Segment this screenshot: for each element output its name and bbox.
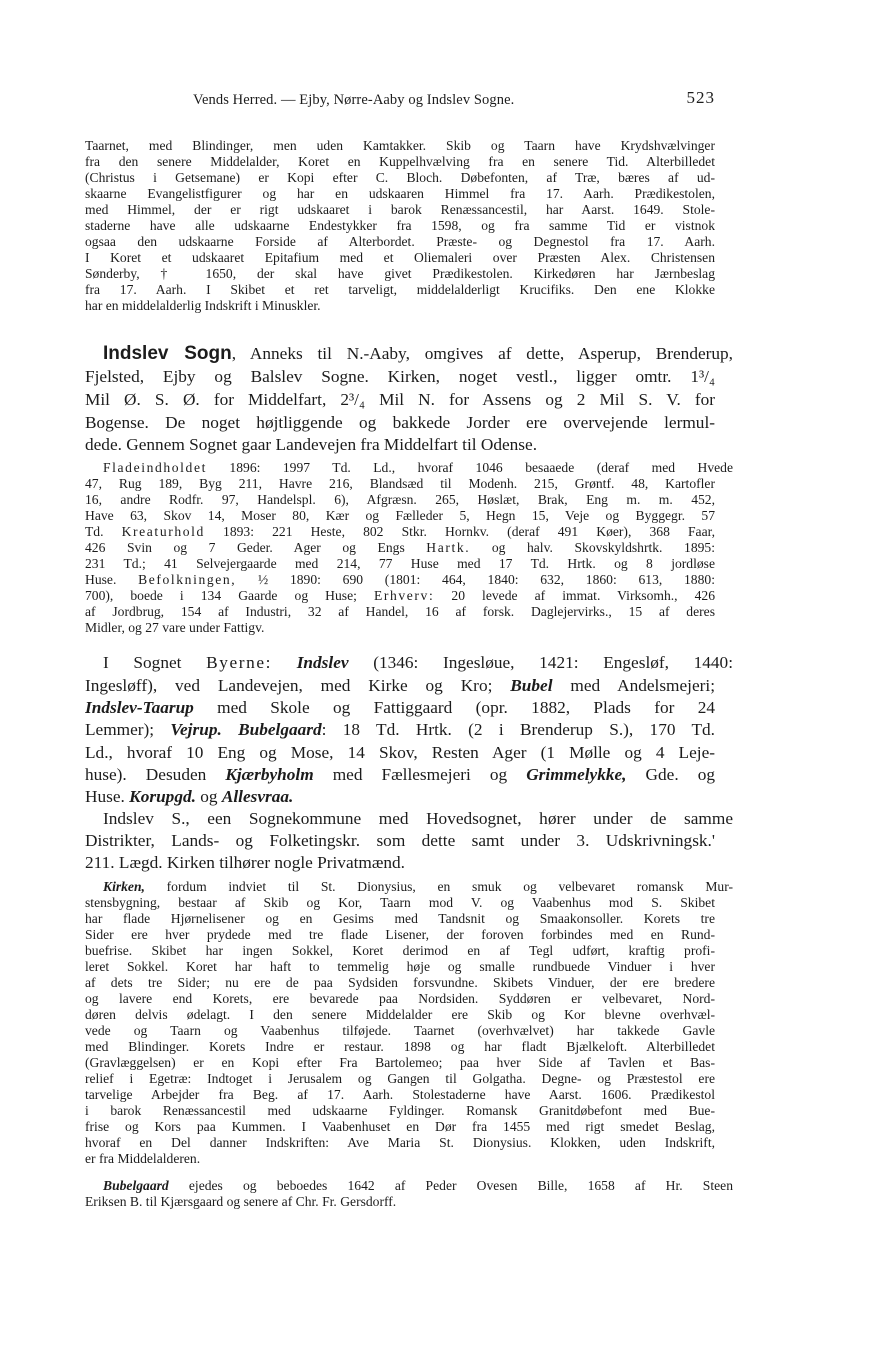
section-heading: Indslev Sogn bbox=[103, 343, 232, 364]
text-line: Fjelsted, Ejby og Balslev Sogne. Kirken, noget vestl., ligger omtr. 1³/₄ bbox=[85, 367, 715, 386]
text-line: fra 17. Aarh. I Skibet et ret tarveligt, middelalderligt Krucifiks. Den ene Klokke bbox=[85, 282, 715, 297]
text-line: (Gravlæggelsen) er en Kopi efter Fra Bartolemeo; paa hver Side af Tavlen et Bas- bbox=[85, 1055, 715, 1070]
text-span: med Andelsmejeri; bbox=[552, 676, 715, 695]
text-line: 211. Lægd. Kirken tilhører nogle Privatmænd. bbox=[85, 853, 405, 872]
text-span: 700), boede i 134 Gaarde og Huse; bbox=[85, 588, 374, 603]
text-line bbox=[85, 460, 733, 476]
text-span: med Skole og Fattiggaard (opr. 1882, Plads for 24 bbox=[193, 698, 715, 717]
text-span bbox=[272, 653, 297, 672]
text-span: med Fællesmejeri og bbox=[313, 765, 527, 784]
text-line: Indslev S., een Sognekommune med Hovedsognet, hører under de samme bbox=[103, 809, 733, 828]
text-line: af Jordbrug, 154 af Industri, 32 af Handel, 16 af forsk. Daglejervirks., 15 af deres bbox=[85, 604, 715, 619]
text-line: af dets tre Sider; nu ere de paa Sydsiden forsvundne. Skibets Vinduer, der ere bredere bbox=[85, 975, 715, 990]
text-line: staderne have alle udskaarne Endestykker fra 1598, og fra samme Tid er vistnok bbox=[85, 218, 715, 233]
text-line: Sønderby, † 1650, der skal have givet Prædikestolen. Kirkedøren har Jærnbeslag bbox=[85, 266, 715, 281]
spaced-term: Kreaturhold bbox=[121, 524, 205, 539]
text-span: fordum indviet til St. Dionysius, en smuk og velbevaret romansk Mur- bbox=[144, 879, 733, 894]
spaced-term: Byerne: bbox=[206, 653, 273, 672]
spaced-term: Fladeindholdet bbox=[103, 460, 207, 475]
text-span: Ingesløff), ved Landevejen, med Kirke og Kro; bbox=[85, 676, 511, 695]
text-span: 20 levede af immat. Virksomh., 426 bbox=[434, 588, 715, 603]
text-line: Bogense. De noget højtliggende og bakkede Jorder ere overvejende lermul- bbox=[85, 413, 715, 432]
running-header bbox=[85, 88, 715, 114]
text-line: buefrise. Skibet har ingen Sokkel, Koret derimod en af Tegl udført, kraftig profi- bbox=[85, 943, 715, 958]
text-line: (Christus i Getsemane) er Kopi efter C. Bloch. Døbefonten, af Træ, bæres af ud- bbox=[85, 170, 715, 185]
text-line: døren delvis ødelagt. I den senere Middelalder ere Skib og Kor blevne overhvæl- bbox=[85, 1007, 715, 1022]
text-line: leret Sokkel. Koret har haft to temmelig høje og smalle rundbuede Vinduer i hver bbox=[85, 959, 715, 974]
text-line: har flade Hjørnelisener og en Gesims med Tandsnit og Smaakonsoller. Korets tre bbox=[85, 911, 715, 926]
text-line: Midler, og 27 vare under Fattigv. bbox=[85, 620, 265, 635]
spaced-term: Hartk. bbox=[426, 540, 471, 555]
place-name: Vejrup. bbox=[170, 720, 222, 739]
text-line: skaarne Evangelistfigurer og har en udskaaren Himmel fra 17. Aarh. Prædikestolen, bbox=[85, 186, 715, 201]
text-line bbox=[85, 719, 715, 741]
text-span: , Anneks til N.-Aaby, omgives af dette, Asperup, Brenderup, bbox=[231, 344, 733, 363]
text-line: Distrikter, Lands- og Folketingskr. som dette samt under 3. Udskrivningsk.' bbox=[85, 831, 715, 850]
text-line: i barok Renæssancestil med udskaarne Fyldinger. Romansk Granitdøbefont med Bue- bbox=[85, 1103, 715, 1118]
text-line: I Koret et udskaaret Epitafium med et Oliemaleri over Præsten Alex. Christensen bbox=[85, 250, 715, 265]
text-line bbox=[85, 1178, 733, 1194]
text-line: fra den senere Middelalder, Koret en Kuppelhvælving fra en senere Tid. Alterbilledet bbox=[85, 154, 715, 169]
text-span: I Sognet bbox=[103, 653, 207, 672]
text-span: Gde. og bbox=[626, 765, 715, 784]
place-name: Kjærbyholm bbox=[225, 765, 314, 784]
text-line: dede. Gennem Sognet gaar Landevejen fra Middelfart til Odense. bbox=[85, 435, 538, 454]
text-line: relief i Egetræ: Indtoget i Jerusalem og Gangen til Golgatha. Degne- og Præstestol ere bbox=[85, 1071, 715, 1086]
text-line bbox=[85, 652, 733, 674]
text-span: og halv. Skovskyldshrtk. 1895: bbox=[470, 540, 715, 555]
text-line bbox=[85, 588, 715, 604]
text-line bbox=[85, 572, 715, 588]
text-line: 231 Td.; 41 Selvejergaarde med 214, 77 Huse med 17 Td. Hrtk. og 8 jordløse bbox=[85, 556, 715, 571]
text-line: Eriksen B. til Kjærsgaard og senere af Chr. Fr. Gersdorff. bbox=[85, 1194, 397, 1209]
term-bubelgaard: Bubelgaard bbox=[103, 1178, 169, 1193]
page-number: 523 bbox=[686, 88, 715, 107]
text-line bbox=[85, 697, 715, 719]
text-line: stensbygning, bestaar af Skib og Kor, Taarn mod V. og Vaabenhus mod S. Skibet bbox=[85, 895, 715, 910]
text-line bbox=[85, 540, 715, 556]
text-span: Lemmer); bbox=[85, 720, 171, 739]
text-line: Ld., hvoraf 10 Eng og Mose, 14 Skov, Resten Ager (1 Mølle og 4 Leje- bbox=[85, 743, 715, 762]
text-span: Huse. bbox=[85, 787, 130, 806]
text-line: vede og Taarn og Vaabenhus tilføjede. Taarnet (overhvælvet) har takkede Gavle bbox=[85, 1023, 715, 1038]
text-line: med Blindinger. Korets Indre er restaur. 1898 og har fladt Bjælkeloft. Alterbilledet bbox=[85, 1039, 715, 1054]
text-span: huse). Desuden bbox=[85, 765, 226, 784]
text-span: 1893: 221 Heste, 802 Stkr. Hornkv. (deraf 491 Køer), 368 Faar, bbox=[204, 524, 715, 539]
place-name: Bubelgaard bbox=[238, 720, 322, 739]
place-name: Bubel bbox=[510, 676, 553, 695]
text-line: 47, Rug 189, Byg 211, Havre 216, Blandsæd til Modenh. 215, Grøntf. 48, Kartofler bbox=[85, 476, 715, 491]
text-span bbox=[222, 720, 238, 739]
place-name: Allesvraa. bbox=[221, 787, 294, 806]
text-line bbox=[85, 675, 715, 697]
place-name: Grimmelykke, bbox=[526, 765, 627, 784]
text-line: 16, andre Rodfr. 97, Handelspl. 6), Afgræsn. 265, Høslæt, Brak, Eng m. m. 452, bbox=[85, 492, 715, 507]
text-span: ½ 1890: 690 (1801: 464, 1840: 632, 1860: 613, 1880: bbox=[236, 572, 715, 587]
text-line: Sider ere hver prydede med tre flade Lisener, der foroven forbindes med en Rund- bbox=[85, 927, 715, 942]
text-line: frise og Kors paa Kummen. I Vaabenhuset en Dør fra 1455 med rigt smedet Beslag, bbox=[85, 1119, 715, 1134]
text-span: (1346: Ingesløue, 1421: Engesløf, 1440: bbox=[348, 653, 733, 672]
running-title: Vends Herred. — Ejby, Nørre-Aaby og Indslev Sogne. bbox=[193, 92, 515, 108]
text-line: ogsaa den udskaarne Forside af Alterbordet. Præste- og Degnestol fra 17. Aarh. bbox=[85, 234, 715, 249]
text-line: Have 63, Skov 14, Moser 80, Kær og Fælleder 5, Hegn 15, Veje og Byggegr. 57 bbox=[85, 508, 715, 523]
text-line bbox=[85, 786, 715, 808]
place-name: Indslev-Taarup bbox=[85, 698, 194, 717]
text-line: har en middelalderlig Indskrift i Minuskler. bbox=[85, 298, 321, 313]
text-span: Td. bbox=[85, 524, 122, 539]
text-line: og lavere end Korets, ere bevarede paa Nordsiden. Syddøren er velbevaret, Nord- bbox=[85, 991, 715, 1006]
text-line: er fra Middelalderen. bbox=[85, 1151, 201, 1166]
text-line: tarvelige Arbejder fra Beg. af 17. Aarh. Stolestaderne have Aarst. 1606. Prædikestol bbox=[85, 1087, 715, 1102]
text-line: Taarnet, med Blindinger, men uden Kamtakker. Skib og Taarn have Krydshvælvinger bbox=[85, 138, 715, 153]
place-name: Indslev bbox=[296, 653, 349, 672]
text-line: hvoraf en Del danner Indskriften: Ave Maria St. Dionysius. Klokken, uden Indskrift, bbox=[85, 1135, 715, 1150]
text-line bbox=[85, 879, 733, 895]
text-span: og bbox=[195, 787, 222, 806]
text-line: Mil Ø. S. Ø. for Middelfart, 2³/₄ Mil N. for Assens og 2 Mil S. V. for bbox=[85, 390, 715, 409]
text-line bbox=[85, 764, 715, 786]
spaced-term: Befolkningen, bbox=[138, 572, 237, 587]
text-span: Huse. bbox=[85, 572, 139, 587]
place-name: Korupgd. bbox=[129, 787, 196, 806]
text-span: ejedes og beboedes 1642 af Peder Ovesen Bille, 1658 af Hr. Steen bbox=[168, 1178, 733, 1193]
spaced-term: Erhverv: bbox=[373, 588, 435, 603]
text-span: 1896: 1997 Td. Ld., hvoraf 1046 besaaede (deraf med Hvede bbox=[206, 460, 733, 475]
text-line bbox=[85, 343, 733, 365]
text-line bbox=[85, 524, 715, 540]
text-span: 426 Svin og 7 Geder. Ager og Engs bbox=[85, 540, 427, 555]
term-kirken: Kirken, bbox=[103, 879, 145, 894]
text-line: med Himmel, der er rigt udskaaret i barok Renæssancestil, har Aarst. 1649. Stole- bbox=[85, 202, 715, 217]
text-span: : 18 Td. Hrtk. (2 i Brenderup S.), 170 Td. bbox=[321, 720, 715, 739]
